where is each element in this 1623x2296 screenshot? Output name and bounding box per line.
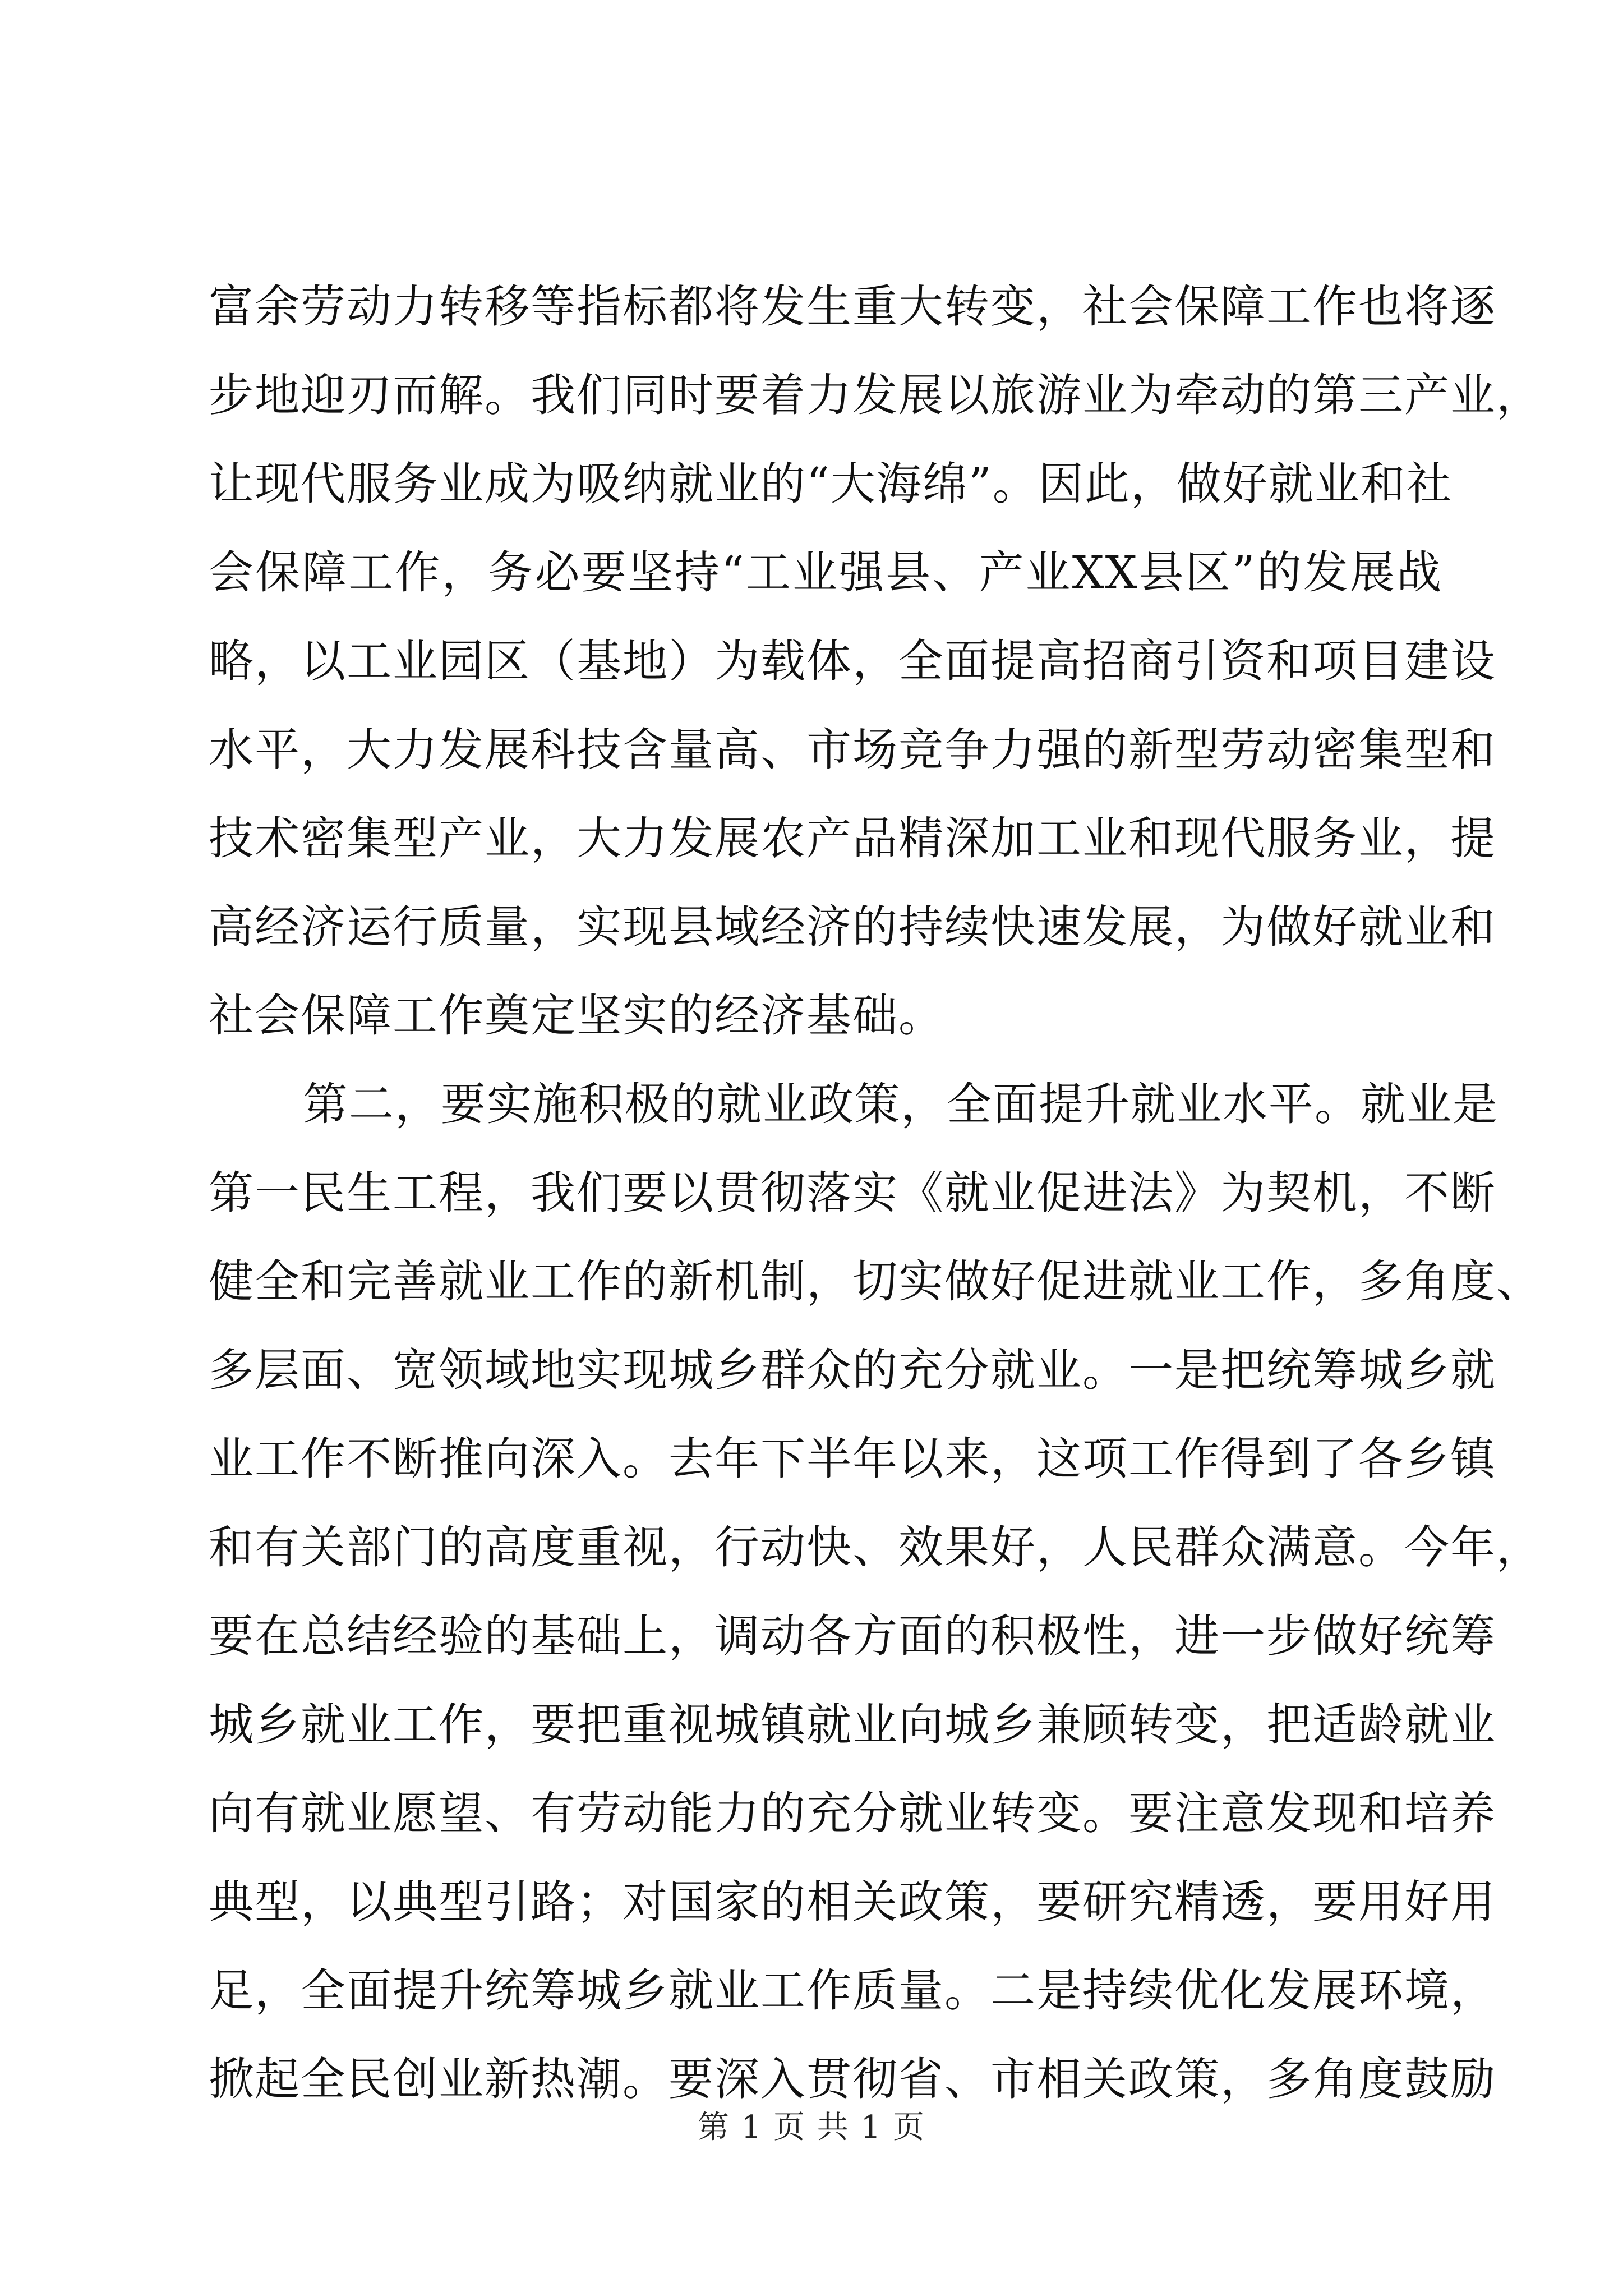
- paragraph-1-line-6: 水平，大力发展科技含量高、市场竞争力强的新型劳动密集型和: [209, 724, 1496, 776]
- paragraph-2-line-1: 第二，要实施积极的就业政策，全面提升就业水平。就业是: [303, 1078, 1498, 1130]
- paragraph-2-line-9: 向有就业愿望、有劳动能力的充分就业转变。要注意发现和培养: [209, 1787, 1496, 1839]
- page-number-label: 第 1 页 共 1 页: [697, 2109, 926, 2146]
- paragraph-2-line-6: 和有关部门的高度重视，行动快、效果好，人民群众满意。今年，: [209, 1521, 1542, 1573]
- paragraph-2-line-11: 足，全面提升统筹城乡就业工作质量。二是持续优化发展环境，: [209, 1964, 1496, 2017]
- paragraph-2-line-12: 掀起全民创业新热潮。要深入贯彻省、市相关政策，多角度鼓励: [209, 2053, 1496, 2105]
- paragraph-2-line-5: 业工作不断推向深入。去年下半年以来，这项工作得到了各乡镇: [209, 1433, 1496, 1485]
- paragraph-1-line-3: 让现代服务业成为吸纳就业的“大海绵”。因此，做好就业和社: [209, 458, 1453, 510]
- paragraph-2-line-4: 多层面、宽领域地实现城乡群众的充分就业。一是把统筹城乡就: [209, 1344, 1496, 1396]
- paragraph-1-line-1: 富余劳动力转移等指标都将发生重大转变，社会保障工作也将逐: [209, 280, 1496, 333]
- paragraph-1-line-5: 略，以工业园区（基地）为载体，全面提高招商引资和项目建设: [209, 635, 1496, 687]
- document-body: [209, 263, 1542, 2124]
- paragraph-1-line-2: 步地迎刃而解。我们同时要着力发展以旅游业为牵动的第三产业，: [209, 369, 1542, 421]
- paragraph-2-line-2: 第一民生工程，我们要以贯彻落实《就业促进法》为契机，不断: [209, 1167, 1496, 1219]
- page-footer: [0, 2108, 1623, 2147]
- paragraph-2-line-10: 典型，以典型引路；对国家的相关政策，要研究精透，要用好用: [209, 1876, 1496, 1928]
- paragraph-1-line-4: 会保障工作，务必要坚持“工业强县、产业XX县区”的发展战: [209, 546, 1442, 599]
- paragraph-2-line-7: 要在总结经验的基础上，调动各方面的积极性，进一步做好统筹: [209, 1610, 1496, 1662]
- paragraph-1-line-8: 高经济运行质量，实现县域经济的持续快速发展，为做好就业和: [209, 901, 1496, 953]
- paragraph-2-line-8: 城乡就业工作，要把重视城镇就业向城乡兼顾转变，把适龄就业: [209, 1699, 1496, 1751]
- paragraph-2-line-3: 健全和完善就业工作的新机制，切实做好促进就业工作，多角度、: [209, 1255, 1542, 1308]
- paragraph-1-line-7: 技术密集型产业，大力发展农产品精深加工业和现代服务业，提: [209, 812, 1496, 864]
- paragraph-1-line-9: 社会保障工作奠定坚实的经济基础。: [209, 990, 944, 1042]
